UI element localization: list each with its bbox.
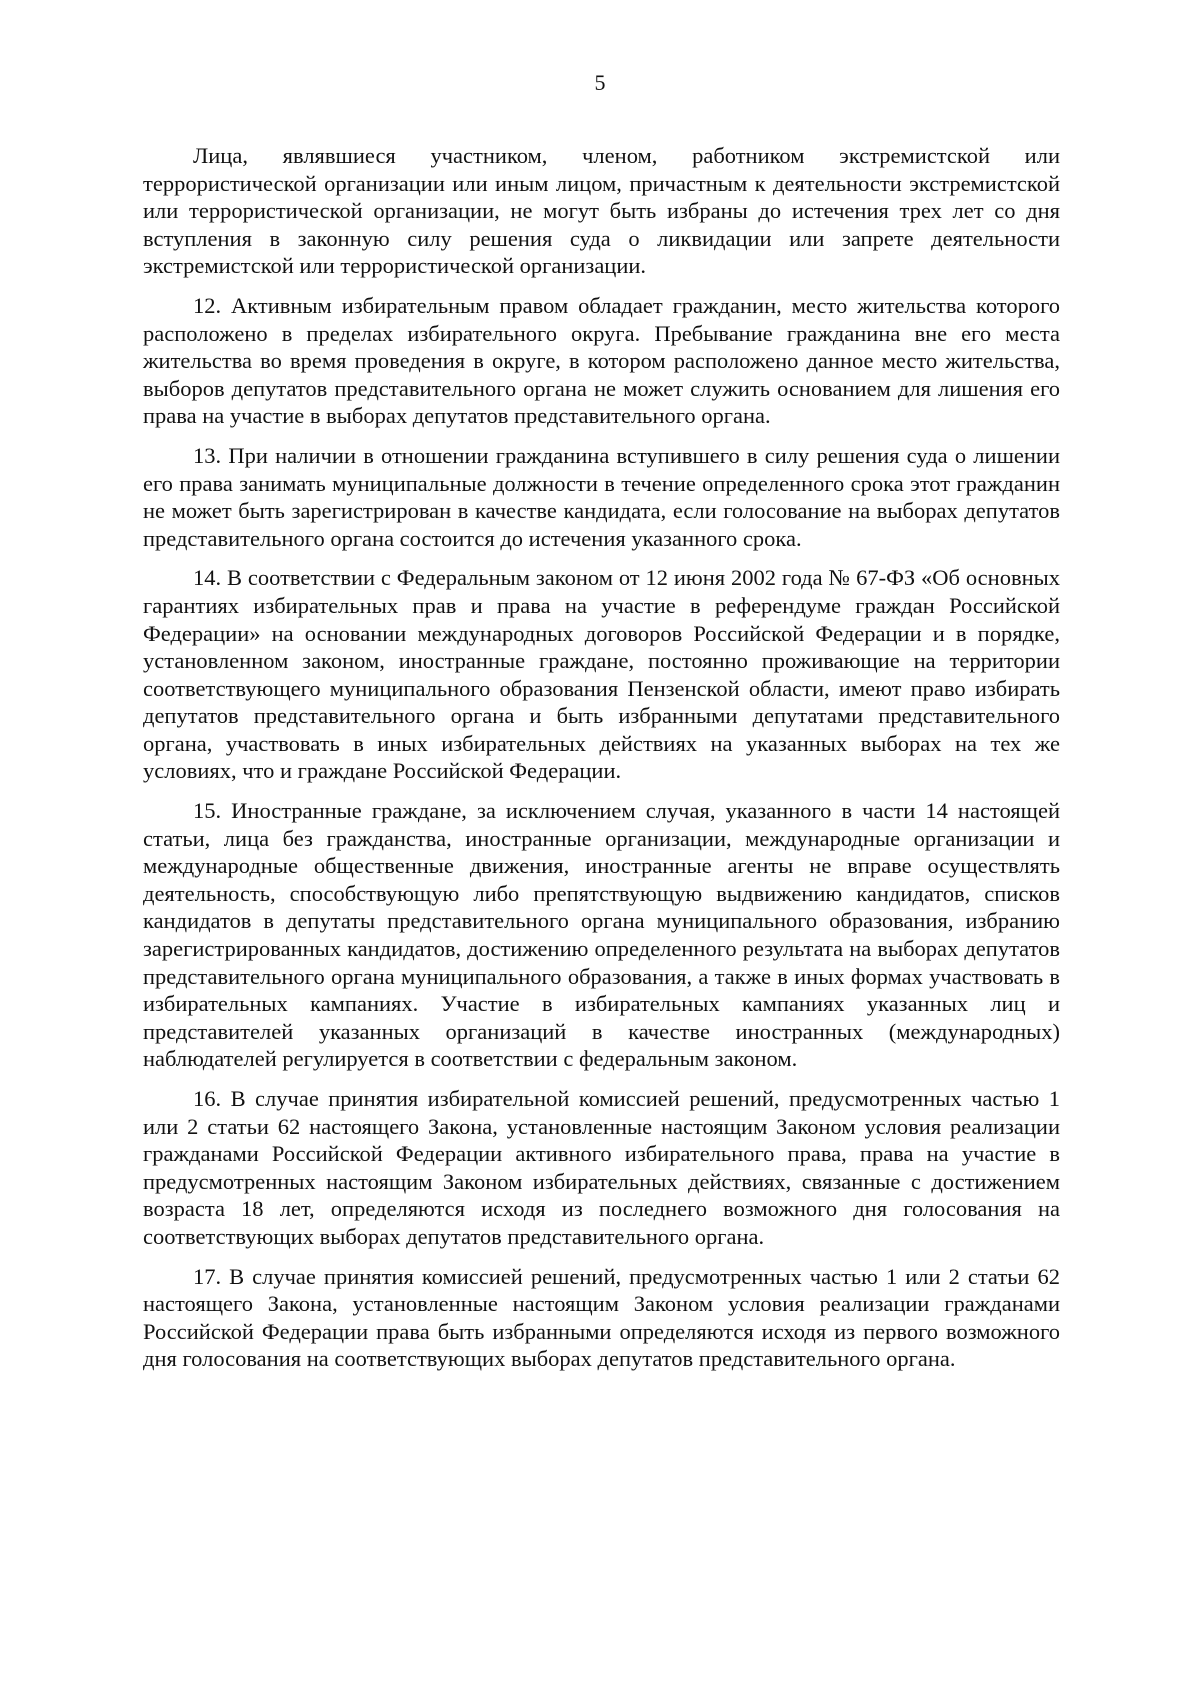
document-body xyxy=(143,142,1060,1385)
paragraph-17: 17. В случае принятия комиссией решений, предусмотренных частью 1 или 2 статьи 62 настоящего Закона, установленные настоящим Законом условия реализации гражданами Российской Федерации права быть избранными определяются исходя из первого возможного дня голосования на соответствующих выборах депутатов представительного органа. xyxy=(143,1263,1060,1372)
paragraph-15: 15. Иностранные граждане, за исключением случая, указанного в части 14 настоящей статьи, лица без гражданства, иностранные организации, международные организации и международные общественные движения, иностранные агенты не вправе осуществлять деятельность, способствующую либо препятствующую выдвижению кандидатов, списков кандидатов в депутаты представительного органа муниципального образования, избранию зарегистрированных кандидатов, достижению определенного результата на выборах депутатов представительного органа муниципального образования, а также в иных формах участвовать в избирательных кампаниях. Участие в избирательных кампаниях указанных лиц и представителей указанных организаций в качестве иностранных (международных) наблюдателей регулируется в соответствии с федеральным законом. xyxy=(143,798,1060,1072)
paragraph-14: 14. В соответствии с Федеральным законом от 12 июня 2002 года № 67-ФЗ «Об основных гарантиях избирательных прав и права на участие в референдуме граждан Российской Федерации» на основании международных договоров Российской Федерации и в порядке, установленном законом, иностранные граждане, постоянно проживающие на территории соответствующего муниципального образования Пензенской области, имеют право избирать депутатов представительного органа и быть избранными депутатами представительного органа, участвовать в иных избирательных действиях на указанных выборах на тех же условиях, что и граждане Российской Федерации. xyxy=(143,565,1060,784)
paragraph-16: 16. В случае принятия избирательной комиссией решений, предусмотренных частью 1 или 2 статьи 62 настоящего Закона, установленные настоящим Законом условия реализации гражданами Российской Федерации активного избирательного права, права на участие в предусмотренных настоящим Законом избирательных действиях, связанные с достижением возраста 18 лет, определяются исходя из последнего возможного дня голосования на соответствующих выборах депутатов представительного органа. xyxy=(143,1086,1060,1249)
paragraph-13: 13. При наличии в отношении гражданина вступившего в силу решения суда о лишении его права занимать муниципальные должности в течение определенного срока этот гражданин не может быть зарегистрирован в качестве кандидата, если голосование на выборах депутатов представительного органа состоится до истечения указанного срока. xyxy=(143,442,1060,551)
paragraph-extremist-restriction: Лица, являвшиеся участником, членом, работником экстремистской или террористической организации или иным лицом, причастным к деятельности экстремистской или террористической организации, не могут быть избраны до истечения трех лет со дня вступления в законную силу решения суда о ликвидации или запрете деятельности экстремистской или террористической организации. xyxy=(143,143,1060,279)
page-number: 5 xyxy=(594,70,606,95)
paragraph-12: 12. Активным избирательным правом обладает гражданин, место жительства которого расположено в пределах избирательного округа. Пребывание гражданина вне его места жительства во время проведения в округе, в котором расположено данное место жительства, выборов депутатов представительного органа не может служить основанием для лишения его права на участие в выборах депутатов представительного органа. xyxy=(143,292,1060,429)
